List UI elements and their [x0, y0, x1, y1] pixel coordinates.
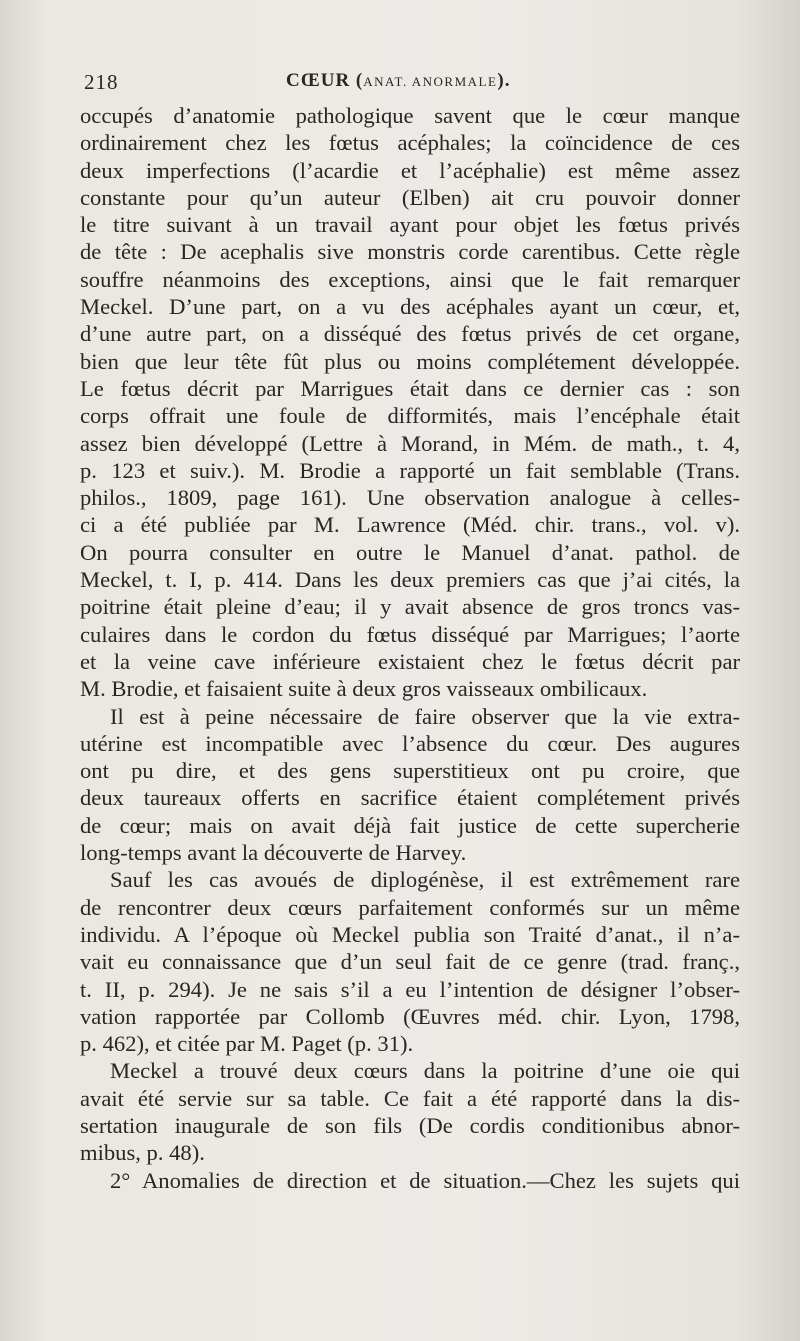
text-line: t. II, p. 294). Je ne sais s’il a eu l’intention de désigner l’obser-: [80, 976, 740, 1002]
text-line: vation rapportée par Collomb (Œuvres méd. chir. Lyon, 1798,: [80, 1003, 740, 1029]
text-line: Il est à peine nécessaire de faire observer que la vie extra-: [110, 703, 740, 729]
body-text: [80, 102, 740, 1194]
text-line: p. 123 et suiv.). M. Brodie a rapporté un fait semblable (Trans.: [80, 457, 740, 483]
running-title: [286, 70, 510, 92]
text-line: individu. A l’époque où Meckel publia son Traité d’anat., il n’a-: [80, 921, 740, 947]
text-line: occupés d’anatomie pathologique savent que le cœur manque: [80, 103, 740, 128]
text-line: deux taureaux offerts en sacrifice étaient complétement privés: [80, 785, 740, 811]
running-header: [84, 70, 740, 100]
text-line: M. Brodie, et faisaient suite à deux gros vaisseaux ombilicaux.: [80, 676, 648, 702]
text-line: Meckel. D’une part, on a vu des acéphales ayant un cœur, et,: [80, 294, 740, 320]
text-line: sertation inaugurale de son fils (De cordis conditionibus abnor-: [80, 1112, 740, 1138]
text-line: culaires dans le cordon du fœtus disséqué par Marrigues; l’aorte: [80, 621, 740, 647]
text-line: deux imperfections (l’acardie et l’acéphalie) est même assez: [80, 157, 740, 183]
text-line: d’une autre part, on a disséqué des fœtus privés de cet organe,: [80, 321, 740, 347]
text-line: ordinairement chez les fœtus acéphales; la coïncidence de ces: [80, 130, 740, 156]
text-line: de rencontrer deux cœurs parfaitement conformés sur un même: [80, 894, 740, 920]
text-line: constante pour qu’un auteur (Elben) ait cru pouvoir donner: [80, 184, 740, 210]
text-line: avait été servie sur sa table. Ce fait a été rapporté dans la dis-: [80, 1085, 740, 1111]
running-title-main: CŒUR (: [286, 70, 364, 91]
text-line: de tête : De acephalis sive monstris corde carentibus. Cette règle: [80, 239, 740, 265]
text-line: Sauf les cas avoués de diplogénèse, il est extrêmement rare: [110, 867, 740, 893]
text-line: philos., 1809, page 161). Une observation analogue à celles-: [80, 485, 740, 511]
text-line: vait eu connaissance que d’un seul fait de ce genre (trad. franç.,: [80, 949, 740, 975]
text-line: le titre suivant à un travail ayant pour objet les fœtus privés: [80, 212, 740, 238]
text-line: p. 462), et citée par M. Paget (p. 31).: [80, 1031, 414, 1057]
text-line: long-temps avant la découverte de Harvey.: [80, 840, 467, 866]
text-line: ont pu dire, et des gens superstitieux ont pu croire, que: [80, 758, 740, 784]
text-line: poitrine était pleine d’eau; il y avait absence de gros troncs vas-: [80, 594, 740, 620]
running-title-end: ).: [497, 70, 511, 91]
text-line: Le fœtus décrit par Marrigues était dans ce dernier cas : son: [80, 375, 740, 401]
text-line: ci a été publiée par M. Lawrence (Méd. chir. trans., vol. v).: [80, 512, 740, 538]
text-line: 2° Anomalies de direction et de situation.—Chez les sujets qui: [110, 1167, 740, 1193]
text-line: bien que leur tête fût plus ou moins complétement développée.: [80, 348, 740, 374]
text-line: On pourra consulter en outre le Manuel d’anat. pathol. de: [80, 539, 740, 565]
text-line: et la veine cave inférieure existaient chez le fœtus décrit par: [80, 648, 740, 674]
text-line: mibus, p. 48).: [80, 1140, 205, 1166]
text-line: corps offrait une foule de difformités, mais l’encéphale était: [80, 403, 740, 429]
running-title-small-caps: ANAT. ANORMALE: [363, 74, 498, 89]
text-line: assez bien développé (Lettre à Morand, in Mém. de math., t. 4,: [80, 430, 740, 456]
page-number: 218: [84, 70, 119, 94]
text-line: Meckel, t. I, p. 414. Dans les deux premiers cas que j’ai cités, la: [80, 567, 740, 593]
text-line: de cœur; mais on avait déjà fait justice de cette supercherie: [80, 812, 740, 838]
text-line: utérine est incompatible avec l’absence du cœur. Des augures: [80, 730, 740, 756]
text-line: souffre néanmoins des exceptions, ainsi que le fait remarquer: [80, 266, 740, 292]
text-line: Meckel a trouvé deux cœurs dans la poitrine d’une oie qui: [110, 1058, 740, 1084]
